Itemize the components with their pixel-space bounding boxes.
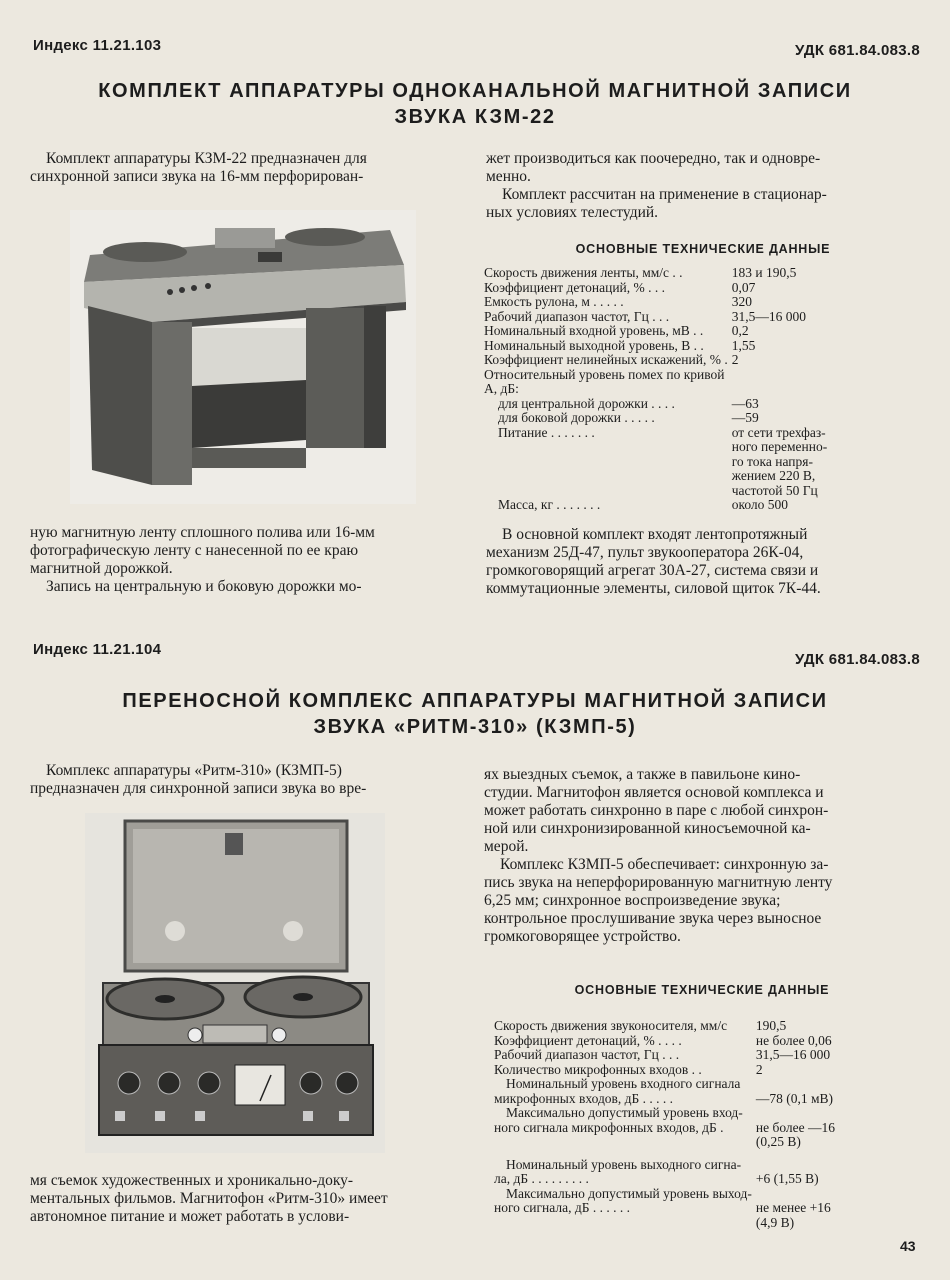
article2-spec-table <box>494 1019 835 1230</box>
spec-row <box>494 1034 835 1049</box>
spec-label: Количество микрофонных входов . . <box>494 1061 702 1077</box>
text-line: автономное питание и может работать в услови- <box>30 1208 350 1225</box>
spec-label <box>484 469 732 484</box>
spec-value: +6 (1,55 В) <box>755 1171 819 1186</box>
spec-row <box>484 281 827 296</box>
spec-row <box>484 295 827 310</box>
spec-label: микрофонных входов, дБ . . . . . <box>494 1090 674 1106</box>
spec-value: —63 <box>731 395 759 411</box>
text-line: громкоговорящее устройство. <box>484 928 681 945</box>
spec-label: для центральной дорожки . . . . <box>498 395 675 411</box>
spec-value: не более 0,06 <box>755 1032 832 1048</box>
spec-row <box>494 1135 835 1150</box>
text-line: ную магнитную ленту сплошного полива или 16-мм <box>30 524 375 541</box>
spec-label: Рабочий диапазон частот, Гц . . . <box>484 308 670 324</box>
text-line: контрольное прослушивание звука через выносное <box>484 910 822 927</box>
spec-value: 1,55 <box>731 337 756 353</box>
spec-label: Максимально допустимый уровень вход- <box>506 1105 743 1120</box>
spec-label <box>484 455 732 470</box>
article1-title-line2: ЗВУКА КЗМ-22 <box>394 106 556 128</box>
spec-label: Скорость движения ленты, мм/с . . <box>484 265 683 280</box>
spec-row <box>484 469 827 484</box>
spec-label: для боковой дорожки . . . . . <box>498 410 655 425</box>
text-line: ях выездных съемок, а также в павильоне кино- <box>484 766 801 783</box>
spec-value <box>756 1106 835 1121</box>
text-line: Комплекс КЗМП-5 обеспечивает: синхронную за- <box>500 856 829 873</box>
spec-row <box>494 1092 835 1107</box>
spec-value: (0,25 В) <box>755 1134 801 1149</box>
spec-value: 0,2 <box>731 323 749 338</box>
spec-row <box>484 484 827 499</box>
spec-value: го тока напря- <box>731 453 813 469</box>
text-line: студии. Магнитофон является основой комплекса и <box>484 784 824 801</box>
article1-title-line1: КОМПЛЕКТ АППАРАТУРЫ ОДНОКАНАЛЬНОЙ МАГНИТНОЙ ЗАПИСИ <box>98 80 852 102</box>
spec-value <box>732 382 828 397</box>
spec-row <box>484 498 827 513</box>
text-line: громкоговорящий агрегат 30А-27, система связи и <box>486 562 819 579</box>
spec-row <box>484 397 827 412</box>
spec-label: Емкость рулона, м . . . . . <box>484 294 624 309</box>
spec-value: 0,07 <box>731 279 756 295</box>
spec-value: не более —16 <box>755 1119 836 1135</box>
spec-label: Номинальный входной уровень, мВ . . <box>484 323 704 338</box>
spec-label: Номинальный уровень выходного сигна- <box>506 1156 742 1172</box>
article1-index: Индекс 11.21.103 <box>33 37 162 54</box>
spec-row <box>484 426 827 441</box>
spec-row <box>494 1201 835 1216</box>
article1-right-top-text <box>486 150 920 222</box>
text-line: пись звука на неперфорированную магнитную ленту <box>484 874 833 891</box>
article1-spec-title: ОСНОВНЫЕ ТЕХНИЧЕСКИЕ ДАННЫЕ <box>575 242 831 256</box>
ritm310-photo <box>85 813 385 1153</box>
spec-label: ла, дБ . . . . . . . . . <box>494 1171 589 1186</box>
spec-row <box>484 339 827 354</box>
text-line: фотографическую ленту с нанесенной по ее краю <box>30 542 359 559</box>
text-line: Комплект рассчитан на применение в стационар- <box>502 186 827 203</box>
spec-value: жением 220 В, <box>731 468 816 483</box>
spec-value <box>756 1187 835 1202</box>
spec-label: Питание . . . . . . . <box>498 424 595 440</box>
spec-label: Относительный уровень помех по кривой <box>484 366 725 382</box>
spec-label: Коэффициент нелинейных искажений, % . <box>484 352 728 367</box>
text-line: мерой. <box>484 838 529 855</box>
article1-left-bottom-text <box>30 524 464 596</box>
spec-value: 2 <box>755 1061 763 1077</box>
text-line: жет производиться как поочередно, так и одновре- <box>486 150 821 167</box>
text-line: магнитной дорожкой. <box>30 560 173 577</box>
article2-title-line1: ПЕРЕНОСНОЙ КОМПЛЕКС АППАРАТУРЫ МАГНИТНОЙ ЗАПИСИ <box>122 690 828 712</box>
text-line: Запись на центральную и боковую дорожки мо- <box>46 578 362 595</box>
spec-label: Номинальный уровень входного сигнала <box>506 1076 741 1091</box>
spec-value: около 500 <box>731 497 789 512</box>
article1-spec-table <box>484 266 827 513</box>
spec-row <box>494 1187 835 1202</box>
article1-udk: УДК 681.84.083.8 <box>795 42 920 59</box>
text-line: ной или синхронизированной киносъемочной ка- <box>484 820 811 837</box>
spec-value <box>732 368 828 383</box>
spec-row <box>484 353 827 368</box>
spec-label: Коэффициент детонаций, % . . . <box>484 279 666 295</box>
article2-index: Индекс 11.21.104 <box>33 641 162 658</box>
spec-row <box>494 1106 835 1121</box>
spec-value: 183 и 190,5 <box>731 265 797 280</box>
spec-value: 320 <box>731 294 752 309</box>
spec-value: не менее +16 <box>755 1200 831 1215</box>
text-line: механизм 25Д-47, пульт звукооператора 26К-04, <box>486 544 804 561</box>
text-line: 6,25 мм; синхронное воспроизведение звука; <box>484 892 781 909</box>
spec-label: Коэффициент детонаций, % . . . . <box>494 1032 682 1048</box>
spec-label: ного сигнала, дБ . . . . . . <box>494 1200 630 1215</box>
spec-row <box>484 310 827 325</box>
article2-left-top-text <box>30 762 464 798</box>
spec-label <box>484 484 732 499</box>
spec-row <box>494 1158 835 1173</box>
spec-row <box>494 1172 835 1187</box>
spec-label: Максимально допустимый уровень выход- <box>506 1185 752 1201</box>
spec-value <box>756 1077 835 1092</box>
spec-value: —59 <box>731 410 759 425</box>
spec-label <box>494 1216 756 1231</box>
article1-right-bottom-text <box>486 526 920 598</box>
text-line: мя съемок художественных и хроникально-доку- <box>30 1172 354 1189</box>
spec-value: ного переменно- <box>731 439 828 454</box>
ritm310-recorder-image <box>85 813 385 1153</box>
spec-row <box>484 324 827 339</box>
article1-title <box>40 78 910 130</box>
spec-label: Скорость движения звуконосителя, мм/с <box>494 1018 728 1033</box>
spec-row <box>494 1048 835 1063</box>
text-line: менно. <box>486 168 531 185</box>
article2-spec-title: ОСНОВНЫЕ ТЕХНИЧЕСКИЕ ДАННЫЕ <box>574 983 830 997</box>
spec-value: (4,9 В) <box>755 1214 795 1230</box>
spec-row <box>484 382 827 397</box>
article2-title-line2: ЗВУКА «РИТМ-310» (КЗМП-5) <box>313 716 637 738</box>
kzm22-console-image <box>70 210 416 504</box>
spec-row <box>494 1063 835 1078</box>
spec-label <box>494 1135 756 1150</box>
spec-row <box>494 1121 835 1136</box>
page-number: 43 <box>900 1238 916 1254</box>
spec-label: А, дБ: <box>484 381 519 396</box>
text-line: может работать синхронно в паре с любой синхрон- <box>484 802 829 819</box>
spec-row <box>484 368 827 383</box>
text-line: В основной комплект входят лентопротяжный <box>502 526 808 543</box>
spec-label <box>484 440 732 455</box>
article2-left-bottom-text <box>30 1172 464 1226</box>
spec-label: ного сигнала микрофонных входов, дБ . <box>494 1119 724 1135</box>
spec-row <box>484 455 827 470</box>
spec-row <box>494 1077 835 1092</box>
article2-right-top-text <box>484 766 920 946</box>
text-line: Комплект аппаратуры КЗМ-22 предназначен для <box>46 150 367 167</box>
spec-row <box>494 1216 835 1231</box>
spec-row <box>484 411 827 426</box>
text-line: Комплекс аппаратуры «Ритм-310» (КЗМП-5) <box>46 762 342 779</box>
article2-title <box>40 688 910 740</box>
text-line: ных условиях телестудий. <box>486 204 659 221</box>
article1-left-top-text <box>30 150 464 186</box>
text-line: синхронной записи звука на 16-мм перфорирован- <box>30 168 364 185</box>
spec-value: от сети трехфаз- <box>731 424 826 440</box>
spec-label: Рабочий диапазон частот, Гц . . . <box>494 1047 680 1062</box>
spec-value: —78 (0,1 мВ) <box>755 1090 834 1106</box>
text-line: ментальных фильмов. Магнитофон «Ритм-310» имеет <box>30 1190 388 1207</box>
spec-label: Номинальный выходной уровень, В . . <box>484 337 704 353</box>
spec-value: 190,5 <box>755 1018 787 1033</box>
spec-label: Масса, кг . . . . . . . <box>498 497 601 512</box>
kzm22-photo <box>70 210 416 504</box>
spec-value: 2 <box>731 352 739 367</box>
spec-value: 31,5—16 000 <box>731 308 806 324</box>
text-line: коммутационные элементы, силовой щиток 7К-44. <box>486 580 821 597</box>
spec-row <box>484 266 827 281</box>
spec-row <box>484 440 827 455</box>
article2-udk: УДК 681.84.083.8 <box>795 651 920 668</box>
spec-value: 31,5—16 000 <box>755 1047 831 1062</box>
spec-row <box>494 1019 835 1034</box>
spec-value <box>756 1158 835 1173</box>
text-line: предназначен для синхронной записи звука во вре- <box>30 780 367 797</box>
spec-value: частотой 50 Гц <box>731 482 818 498</box>
